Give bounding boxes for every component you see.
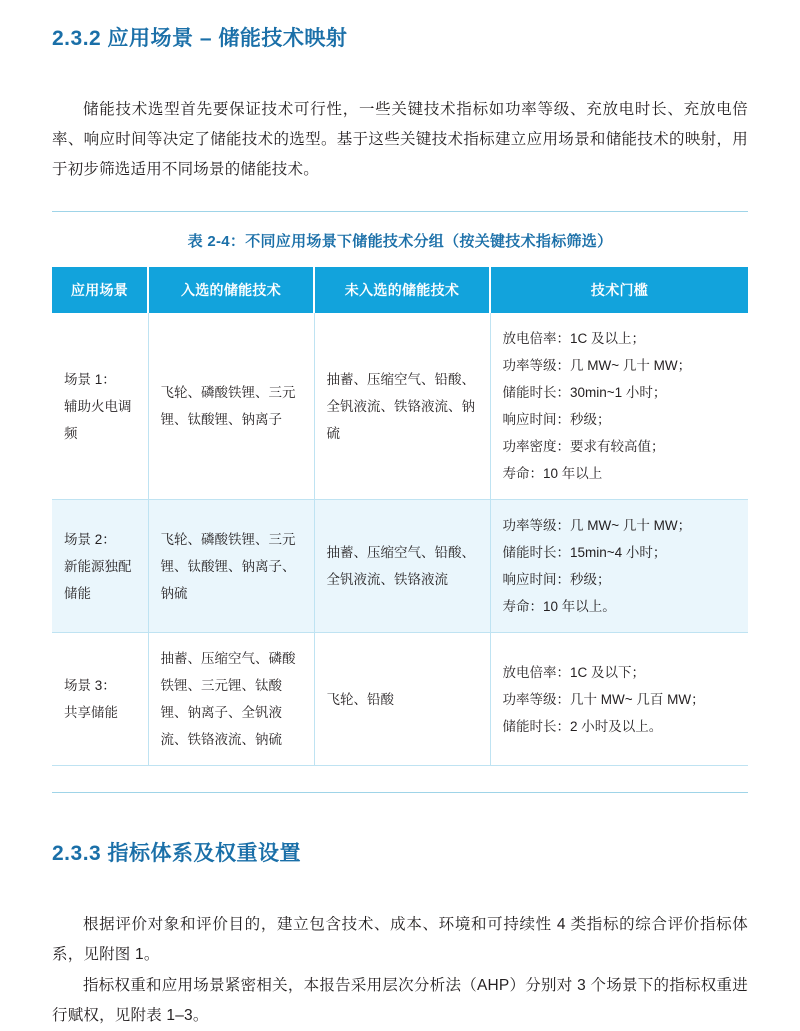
table-row [52,500,748,633]
table-header-scene: 应用场景 [52,267,148,313]
threshold-line: 储能时长：15min~4 小时； [502,545,667,560]
cell-threshold [490,500,748,633]
cell-scene: 场景 1： 辅助火电调频 [52,313,148,500]
table-block [52,211,748,793]
paragraph-weighting: 指标权重和应用场景紧密相关，本报告采用层次分析法（AHP）分别对 3 个场景下的指标权重进行赋权，见附表 1–3。 [52,976,748,1024]
cell-threshold [490,313,748,500]
table-head [52,267,748,313]
cell-excluded: 抽蓄、压缩空气、铅酸、全钒液流、铁铬液流 [314,500,490,633]
intro-paragraph: 储能技术选型首先要保证技术可行性，一些关键技术指标如功率等级、充放电时长、充放电倍率、响应时间等决定了储能技术的选型。基于这些关键技术指标建立应用场景和储能技术的映射，用于初步筛选适用不同场景的储能技术。 [52,100,748,178]
section-heading-2-3-3: 2.3.3 指标体系及权重设置 [52,842,302,865]
table-caption: 表 2-4：不同应用场景下储能技术分组（按关键技术指标筛选） [187,233,613,250]
cell-included: 飞轮、磷酸铁锂、三元锂、钛酸锂、钠离子 [148,313,314,500]
threshold-line: 功率等级：几十 MW~ 几百 MW； [502,691,705,707]
table-header-row [52,267,748,313]
table-header-threshold: 技术门槛 [490,267,748,313]
cell-excluded: 抽蓄、压缩空气、铅酸、全钒液流、铁铬液流、钠硫 [314,313,490,500]
table-body [52,313,748,766]
threshold-line: 功率等级：几 MW~ 几十 MW； [502,518,692,533]
threshold-line: 功率等级：几 MW~ 几十 MW； [502,358,692,373]
section-heading-2-3-2: 2.3.2 应用场景 – 储能技术映射 [52,27,348,50]
paragraph-indicator-system: 根据评价对象和评价目的，建立包含技术、成本、环境和可持续性 4 类指标的综合评价指标体系，见附图 1。 [52,915,748,963]
table-row [52,313,748,500]
cell-excluded: 飞轮、铅酸 [314,633,490,766]
table-header-excluded: 未入选的储能技术 [314,267,490,313]
table-bottom-rule [52,792,748,793]
threshold-line: 寿命：10 年以上 [502,466,603,481]
threshold-line: 响应时间：秒级； [502,412,611,427]
table-row [52,633,748,766]
table-header-included: 入选的储能技术 [148,267,314,313]
cell-scene: 场景 3： 共享储能 [52,633,148,766]
cell-scene: 场景 2： 新能源独配储能 [52,500,148,633]
storage-technology-table [52,267,748,766]
threshold-line: 功率密度：要求有较高值； [502,439,665,454]
threshold-line: 放电倍率：1C 及以下； [502,664,646,680]
threshold-line: 储能时长：2 小时及以上。 [502,718,663,734]
threshold-line: 储能时长：30min~1 小时； [502,385,667,400]
cell-included: 抽蓄、压缩空气、磷酸铁锂、三元锂、钛酸锂、钠离子、全钒液流、铁铬液流、钠硫 [148,633,314,766]
threshold-line: 响应时间：秒级； [502,572,611,587]
cell-included: 飞轮、磷酸铁锂、三元锂、钛酸锂、钠离子、钠硫 [148,500,314,633]
threshold-line: 放电倍率：1C 及以上； [502,331,646,346]
cell-threshold [490,633,748,766]
threshold-line: 寿命：10 年以上。 [502,599,616,614]
